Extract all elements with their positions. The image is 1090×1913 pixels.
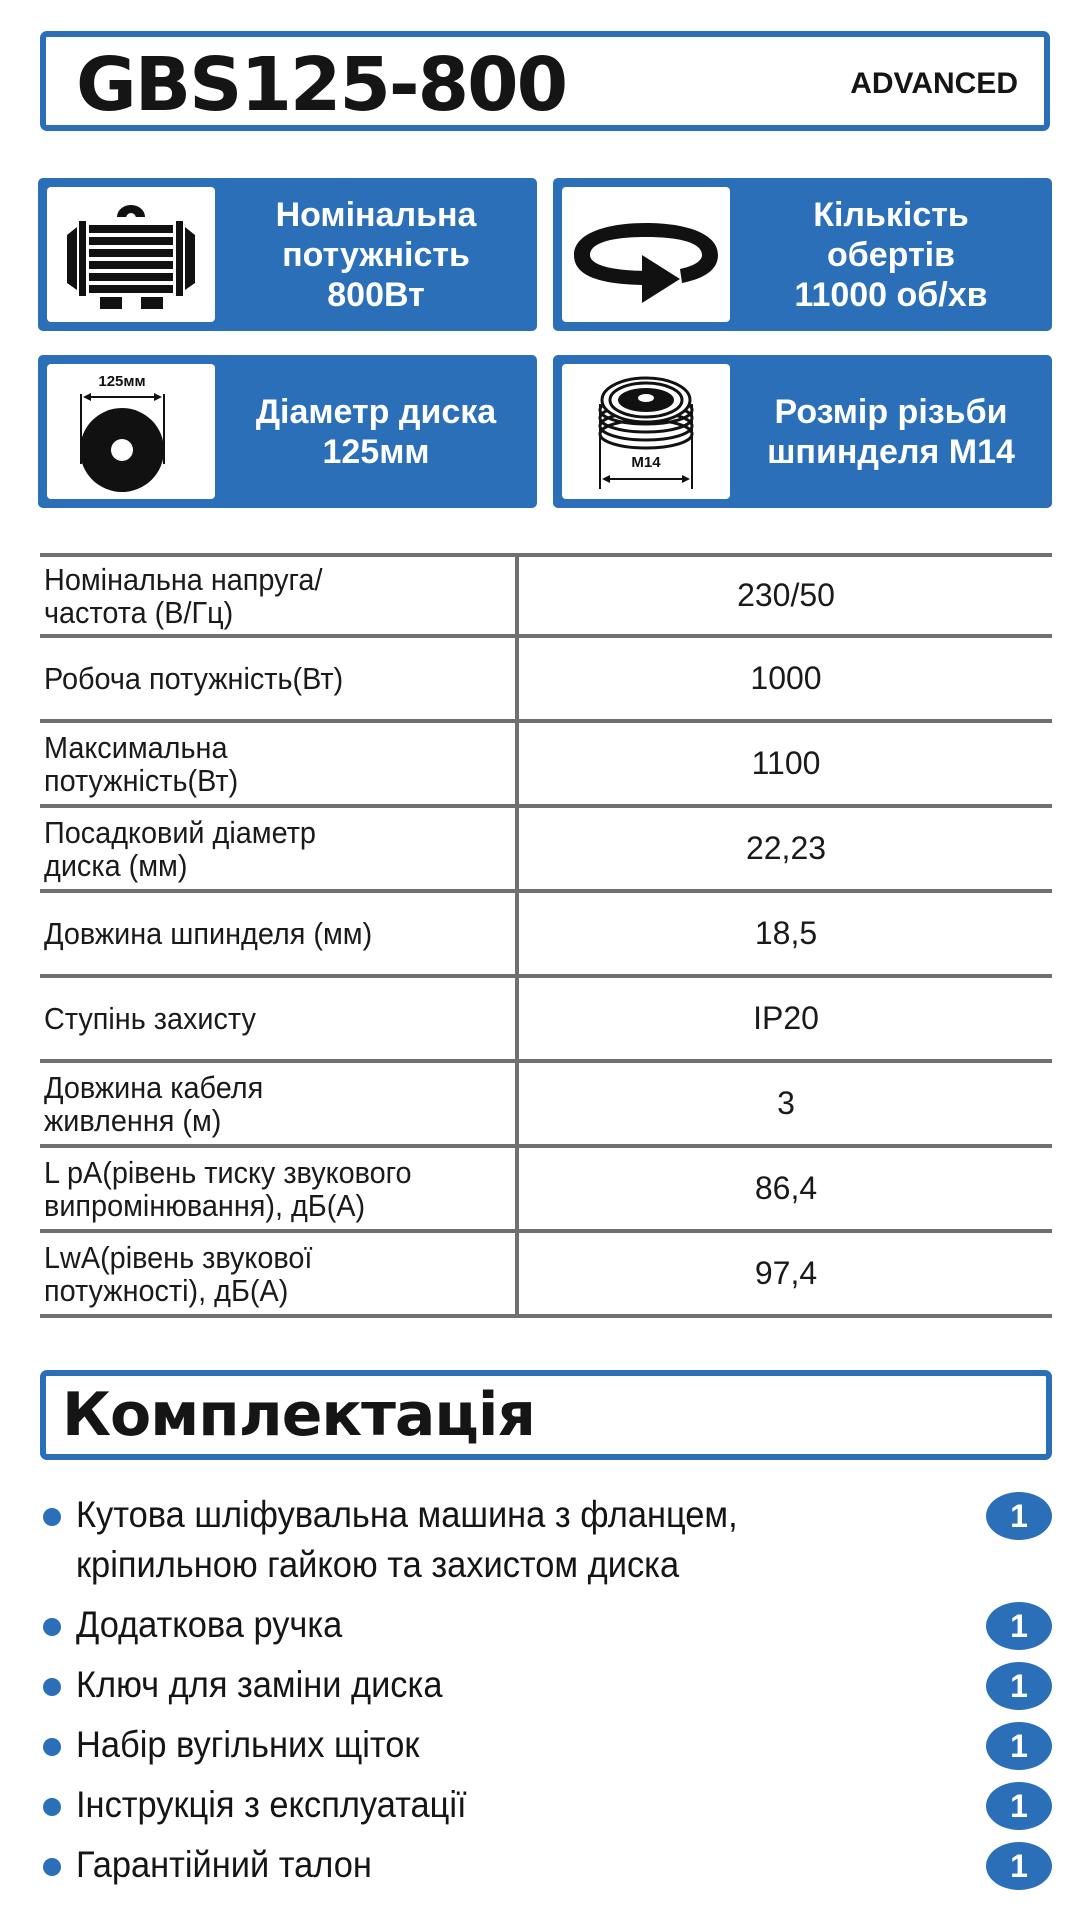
table-row — [40, 553, 1052, 638]
model-name: GBS125-800 — [76, 42, 567, 128]
model-header — [40, 31, 1050, 131]
column-divider — [515, 1063, 519, 1144]
feature-disc-text: Діаметр диска 125мм — [255, 392, 497, 471]
column-divider — [515, 893, 519, 974]
kit-item-text: Ключ для заміни диска — [76, 1664, 443, 1705]
spec-label: Довжина кабеля живлення (м) — [44, 1069, 264, 1138]
table-row — [40, 723, 1052, 808]
kit-item-text: Кутова шліфувальна машина з фланцем, кріпильною гайкою та захистом диска — [76, 1494, 738, 1585]
disc-diameter-icon — [47, 364, 215, 499]
spec-label: Довжина шпинделя (мм) — [44, 916, 373, 951]
spec-value: 230/50 — [737, 577, 835, 613]
spec-table — [40, 553, 1052, 1318]
kit-item-text: Додаткова ручка — [76, 1604, 343, 1645]
column-divider — [515, 1148, 519, 1229]
kit-list — [40, 1490, 1052, 1900]
section-title: Комплектація — [62, 1380, 535, 1450]
bullet-icon — [43, 1858, 61, 1876]
spec-value: 1100 — [751, 745, 821, 781]
spec-label: LwA(рівень звукової потужності), дБ(А) — [44, 1239, 313, 1308]
column-divider — [515, 723, 519, 804]
spec-value: 86,4 — [754, 1170, 818, 1206]
spec-label: Максимальна потужність(Вт) — [44, 729, 239, 798]
spec-label: Посадковий діаметр диска (мм) — [44, 814, 316, 883]
column-divider — [515, 1233, 519, 1314]
kit-item-text: Гарантійний талон — [76, 1844, 372, 1885]
spec-value: 22,23 — [745, 830, 827, 866]
rotation-arrow-icon — [562, 187, 730, 322]
feature-thread-text: Розмір різьби шпинделя M14 — [767, 392, 1015, 471]
spec-value: 97,4 — [754, 1255, 818, 1291]
svg-text:M14: M14 — [631, 454, 661, 471]
feature-card-disc-diameter — [38, 355, 537, 508]
quantity-badge: 1 — [986, 1842, 1052, 1890]
table-row — [40, 1148, 1052, 1233]
motor-icon — [47, 187, 215, 322]
list-item — [40, 1660, 1052, 1720]
kit-item-text: Інструкція з експлуатації — [76, 1784, 467, 1825]
spec-value: 1000 — [750, 660, 822, 696]
svg-text:125мм: 125мм — [98, 373, 146, 390]
feature-rpm-text: Кількість обертів 11000 об/хв — [794, 195, 988, 314]
kit-section-header — [40, 1370, 1052, 1460]
table-row — [40, 978, 1052, 1063]
quantity-badge: 1 — [986, 1662, 1052, 1710]
feature-card-rpm — [553, 178, 1052, 331]
kit-item-text: Набір вугільних щіток — [76, 1724, 420, 1765]
spec-label: L pA(рівень тиску звукового випромінювання), дБ(А) — [44, 1154, 412, 1223]
table-row — [40, 638, 1052, 723]
feature-power-text: Номінальна потужність 800Вт — [275, 195, 477, 314]
list-item — [40, 1600, 1052, 1660]
spec-value: 18,5 — [754, 915, 818, 951]
list-item — [40, 1780, 1052, 1840]
feature-card-spindle-thread — [553, 355, 1052, 508]
table-row — [40, 808, 1052, 893]
table-row — [40, 893, 1052, 978]
quantity-badge: 1 — [986, 1492, 1052, 1540]
list-item — [40, 1720, 1052, 1780]
table-row — [40, 1063, 1052, 1148]
spec-value: 3 — [777, 1085, 795, 1121]
bullet-icon — [43, 1738, 61, 1756]
spec-label: Ступінь захисту — [44, 1001, 256, 1036]
quantity-badge: 1 — [986, 1722, 1052, 1770]
column-divider — [515, 557, 519, 634]
bullet-icon — [43, 1508, 61, 1526]
column-divider — [515, 808, 519, 889]
spindle-thread-icon — [562, 364, 730, 499]
list-item — [40, 1840, 1052, 1900]
list-item — [40, 1490, 1052, 1600]
series-label: ADVANCED — [850, 67, 1018, 100]
spec-label: Номінальна напруга/ частота (В/Гц) — [44, 561, 323, 630]
table-row — [40, 1233, 1052, 1318]
bullet-icon — [43, 1618, 61, 1636]
column-divider — [515, 638, 519, 719]
bullet-icon — [43, 1678, 61, 1696]
column-divider — [515, 978, 519, 1059]
spec-label: Робоча потужність(Вт) — [44, 661, 344, 696]
quantity-badge: 1 — [986, 1602, 1052, 1650]
feature-card-power — [38, 178, 537, 331]
quantity-badge: 1 — [986, 1782, 1052, 1830]
bullet-icon — [43, 1798, 61, 1816]
spec-value: IP20 — [753, 1000, 819, 1036]
